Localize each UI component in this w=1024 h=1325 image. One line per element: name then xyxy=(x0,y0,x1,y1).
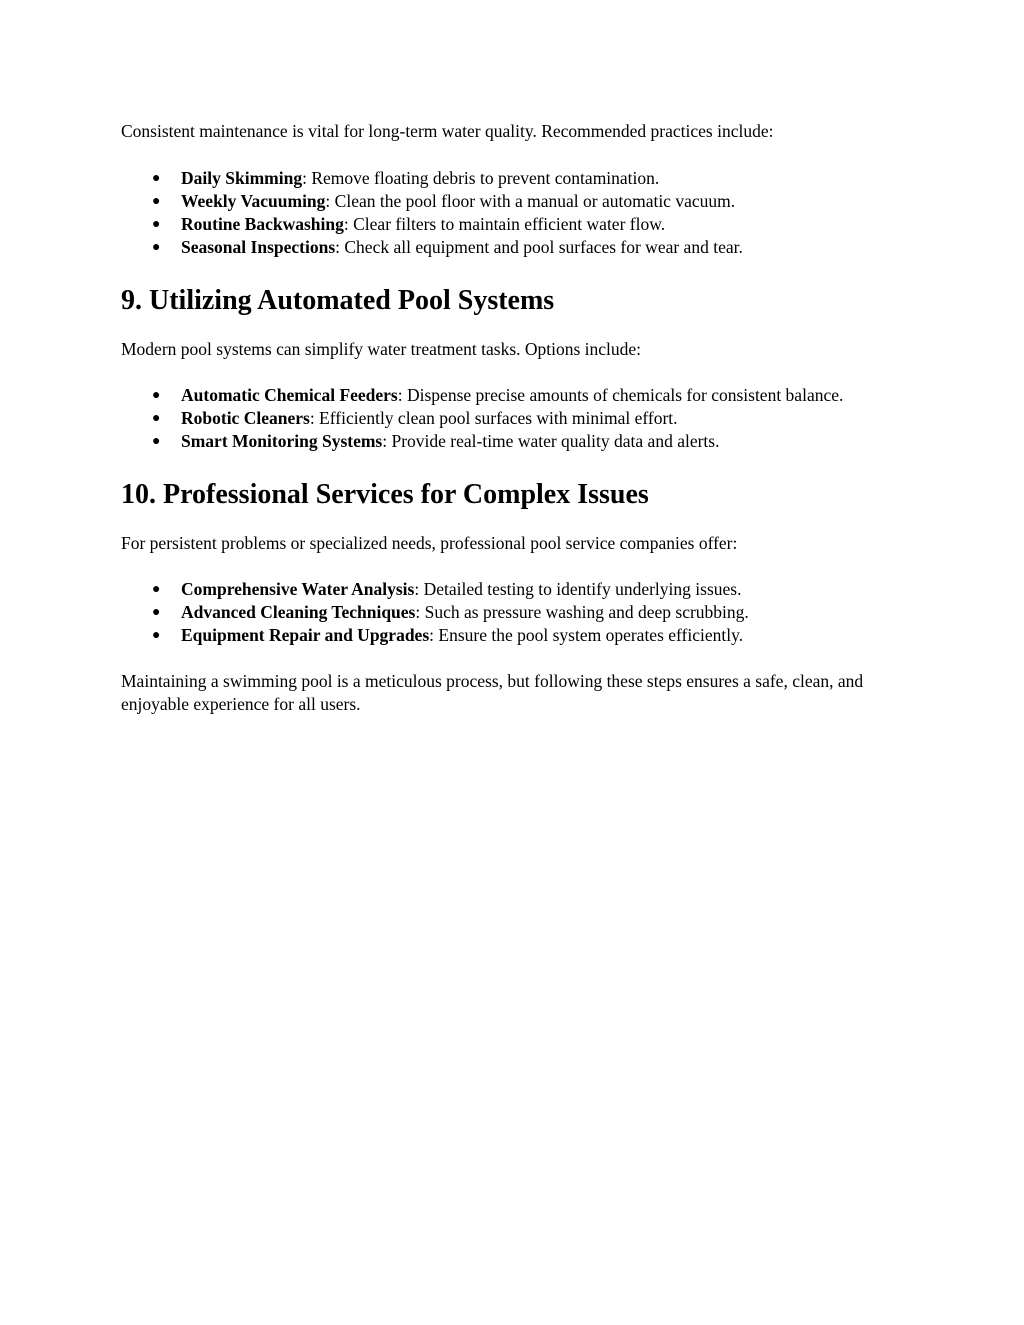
automated-systems-list xyxy=(121,384,901,453)
bullet-icon: ● xyxy=(152,171,161,186)
bullet-icon: ● xyxy=(152,605,161,620)
bullet-icon: ● xyxy=(152,240,161,255)
list-item-desc: : Clean the pool floor with a manual or automatic vacuum. xyxy=(325,191,736,211)
maintenance-intro-paragraph: Consistent maintenance is vital for long-term water quality. Recommended practices include: xyxy=(121,121,774,141)
list-item-desc: : Efficiently clean pool surfaces with minimal effort. xyxy=(309,408,678,428)
list-item-term: Advanced Cleaning Techniques xyxy=(181,602,416,622)
list-item-term: Comprehensive Water Analysis xyxy=(181,579,415,599)
list-item xyxy=(121,430,901,453)
maintenance-practices-list xyxy=(121,167,901,259)
list-item-desc: : Clear filters to maintain efficient water flow. xyxy=(343,214,666,234)
list-item-term: Equipment Repair and Upgrades xyxy=(181,625,430,645)
list-item-term: Smart Monitoring Systems xyxy=(181,431,383,451)
section-10-heading: 10. Professional Services for Complex Issues xyxy=(121,479,649,510)
list-item-desc: : Check all equipment and pool surfaces for wear and tear. xyxy=(335,237,743,257)
list-item-term: Automatic Chemical Feeders xyxy=(181,385,398,405)
bullet-icon: ● xyxy=(152,411,161,426)
section-9-paragraph: Modern pool systems can simplify water treatment tasks. Options include: xyxy=(121,339,642,359)
list-item xyxy=(121,624,901,647)
list-item-desc: : Detailed testing to identify underlying issues. xyxy=(414,579,742,599)
list-item-desc: : Provide real-time water quality data and alerts. xyxy=(382,431,720,451)
professional-services-list xyxy=(121,578,901,647)
list-item xyxy=(121,190,901,213)
list-item xyxy=(121,578,901,601)
closing-paragraph: Maintaining a swimming pool is a meticulous process, but following these steps ensures a safe, clean, and enjoyable experience for all users. xyxy=(121,671,864,714)
list-item xyxy=(121,213,901,236)
list-item xyxy=(121,384,901,407)
bullet-icon: ● xyxy=(152,628,161,643)
list-item-term: Seasonal Inspections xyxy=(181,237,336,257)
list-item-desc: : Such as pressure washing and deep scrubbing. xyxy=(415,602,749,622)
list-item-desc: : Ensure the pool system operates efficiently. xyxy=(429,625,744,645)
bullet-icon: ● xyxy=(152,388,161,403)
document-page xyxy=(121,120,901,716)
bullet-icon: ● xyxy=(152,434,161,449)
bullet-icon: ● xyxy=(152,217,161,232)
section-10-paragraph: For persistent problems or specialized needs, professional pool service companies offer: xyxy=(121,533,738,553)
list-item-term: Routine Backwashing xyxy=(181,214,344,234)
section-9-heading: 9. Utilizing Automated Pool Systems xyxy=(121,285,555,316)
list-item xyxy=(121,601,901,624)
list-item-desc: : Dispense precise amounts of chemicals for consistent balance. xyxy=(397,385,844,405)
list-item xyxy=(121,407,901,430)
bullet-icon: ● xyxy=(152,582,161,597)
list-item-term: Robotic Cleaners xyxy=(181,408,310,428)
list-item-term: Daily Skimming xyxy=(181,168,303,188)
list-item-term: Weekly Vacuuming xyxy=(181,191,326,211)
list-item-desc: : Remove floating debris to prevent contamination. xyxy=(302,168,660,188)
bullet-icon: ● xyxy=(152,194,161,209)
list-item xyxy=(121,236,901,259)
list-item xyxy=(121,167,901,190)
